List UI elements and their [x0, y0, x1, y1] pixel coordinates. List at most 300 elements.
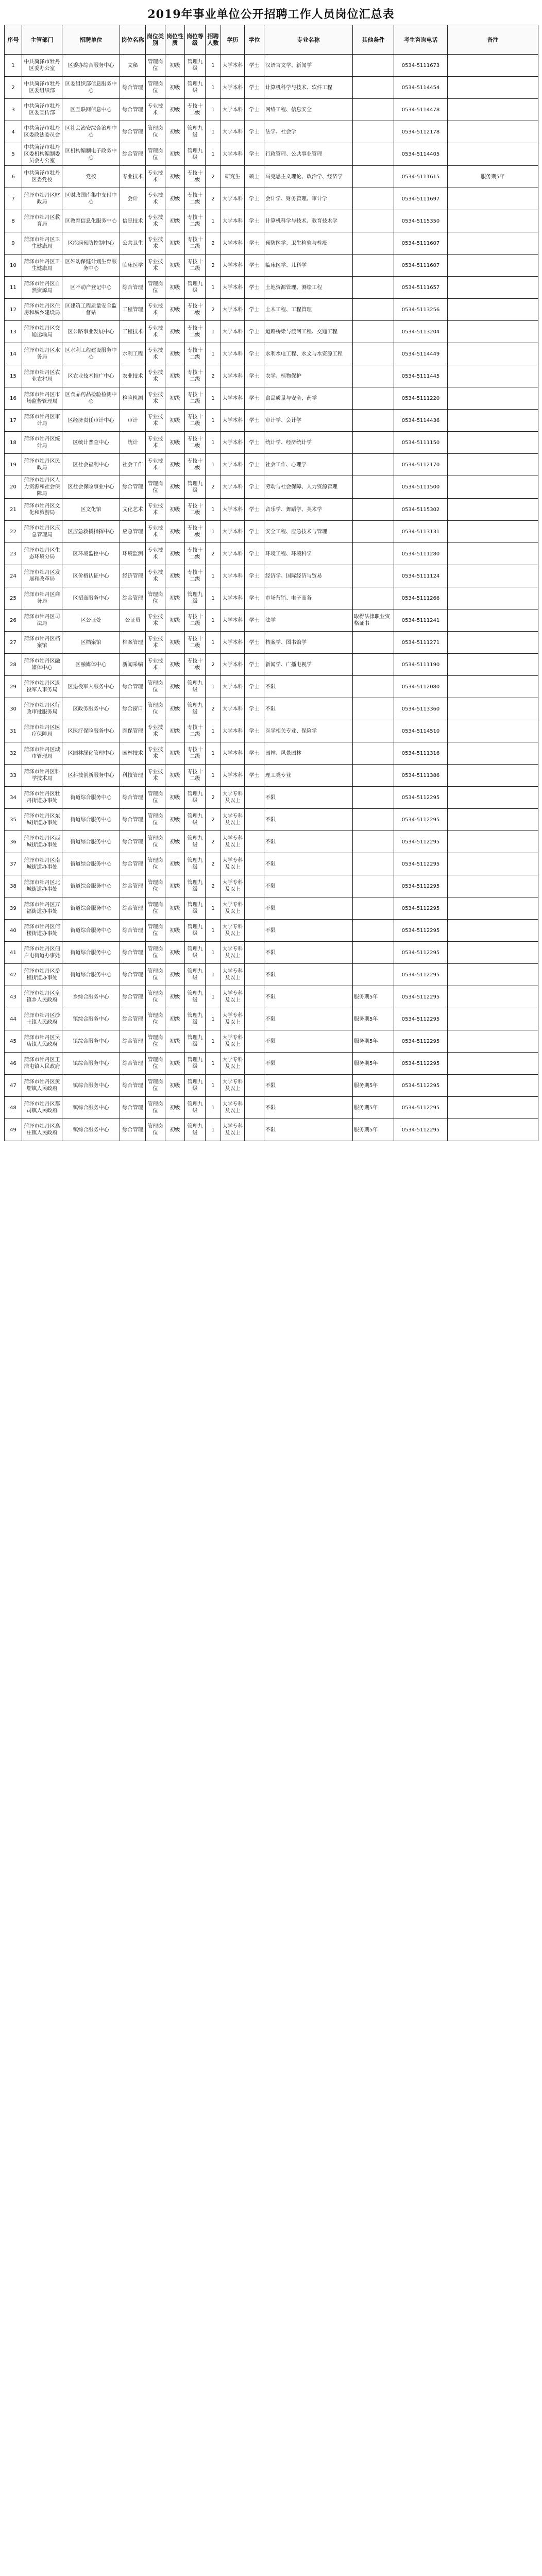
cell-phone: 0534-5112178 [394, 121, 448, 143]
cell-degree: 硕士 [245, 166, 264, 188]
cell-nature: 初级 [165, 742, 185, 765]
cell-other-conditions [353, 410, 394, 432]
table-row [5, 343, 538, 365]
cell-position: 综合管理 [120, 121, 146, 143]
cell-remarks [448, 875, 538, 897]
cell-index: 7 [5, 188, 22, 210]
cell-department: 菏泽市牡丹区佃户屯街道办事处 [22, 942, 62, 964]
cell-category: 管理岗位 [146, 1075, 165, 1097]
cell-unit: 区财政国库集中支付中心 [62, 188, 120, 210]
cell-phone: 0534-5112295 [394, 831, 448, 853]
cell-other-conditions [353, 321, 394, 343]
cell-major: 不限 [264, 1053, 353, 1075]
table-row [5, 255, 538, 277]
cell-degree: 学士 [245, 321, 264, 343]
cell-degree: 学士 [245, 188, 264, 210]
table-row [5, 654, 538, 676]
cell-nature: 初级 [165, 920, 185, 942]
cell-nature: 初级 [165, 343, 185, 365]
cell-department: 菏泽市牡丹区卫生健康局 [22, 255, 62, 277]
cell-education: 大学本科 [221, 676, 245, 698]
cell-department: 菏泽市牡丹区农业农村局 [22, 365, 62, 387]
cell-remarks [448, 609, 538, 632]
cell-phone: 0534-5112295 [394, 1119, 448, 1141]
cell-position: 文化艺术 [120, 499, 146, 521]
cell-nature: 初级 [165, 698, 185, 720]
cell-degree [245, 853, 264, 875]
cell-position: 新闻采编 [120, 654, 146, 676]
cell-education: 大学专科及以上 [221, 1119, 245, 1141]
cell-level: 管理九级 [185, 55, 206, 77]
cell-phone: 0534-5112080 [394, 676, 448, 698]
cell-level: 管理九级 [185, 698, 206, 720]
cell-degree: 学士 [245, 632, 264, 654]
cell-nature: 初级 [165, 897, 185, 920]
cell-count: 1 [206, 410, 221, 432]
cell-level: 专技十二级 [185, 188, 206, 210]
cell-category: 管理岗位 [146, 875, 165, 897]
cell-unit: 镇综合服务中心 [62, 1030, 120, 1053]
cell-phone: 0534-5111220 [394, 387, 448, 410]
cell-unit: 区不动产登记中心 [62, 277, 120, 299]
cell-nature: 初级 [165, 676, 185, 698]
cell-degree [245, 897, 264, 920]
cell-education: 大学专科及以上 [221, 1053, 245, 1075]
cell-other-conditions [353, 521, 394, 543]
cell-index: 35 [5, 809, 22, 831]
positions-table [4, 25, 538, 1141]
cell-level: 管理九级 [185, 897, 206, 920]
table-row [5, 720, 538, 742]
cell-phone: 0534-5111190 [394, 654, 448, 676]
cell-index: 30 [5, 698, 22, 720]
cell-position: 综合管理 [120, 77, 146, 99]
cell-level: 专技十二级 [185, 521, 206, 543]
cell-major: 不限 [264, 698, 353, 720]
cell-department: 菏泽市牡丹区市场监督管理局 [22, 387, 62, 410]
table-row [5, 121, 538, 143]
cell-education: 大学专科及以上 [221, 1008, 245, 1030]
cell-other-conditions [353, 742, 394, 765]
cell-level: 专技十二级 [185, 321, 206, 343]
cell-education: 大学本科 [221, 454, 245, 476]
cell-level: 管理九级 [185, 809, 206, 831]
cell-unit: 区统计普查中心 [62, 432, 120, 454]
cell-nature: 初级 [165, 255, 185, 277]
cell-position: 信息技术 [120, 210, 146, 232]
cell-phone: 0534-5114449 [394, 343, 448, 365]
cell-degree: 学士 [245, 476, 264, 499]
cell-education: 大学专科及以上 [221, 787, 245, 809]
cell-count: 1 [206, 609, 221, 632]
cell-major: 安全工程、应急技术与管理 [264, 521, 353, 543]
cell-index: 11 [5, 277, 22, 299]
cell-phone: 0534-5114405 [394, 143, 448, 166]
cell-position: 医保管理 [120, 720, 146, 742]
cell-unit: 区退役军人服务中心 [62, 676, 120, 698]
header-cell: 学历 [221, 25, 245, 55]
cell-remarks [448, 365, 538, 387]
header-cell: 岗位等级 [185, 25, 206, 55]
cell-department: 菏泽市牡丹区住房和城乡建设局 [22, 299, 62, 321]
cell-degree [245, 787, 264, 809]
cell-education: 大学专科及以上 [221, 1030, 245, 1053]
cell-position: 综合管理 [120, 587, 146, 609]
cell-education: 大学本科 [221, 543, 245, 565]
cell-category: 管理岗位 [146, 676, 165, 698]
cell-count: 1 [206, 765, 221, 787]
cell-education: 大学本科 [221, 476, 245, 499]
table-row [5, 986, 538, 1008]
cell-education: 大学专科及以上 [221, 986, 245, 1008]
cell-other-conditions [353, 432, 394, 454]
cell-count: 1 [206, 321, 221, 343]
cell-count: 1 [206, 521, 221, 543]
cell-index: 38 [5, 875, 22, 897]
cell-unit: 区融媒体中心 [62, 654, 120, 676]
cell-phone: 0534-5111607 [394, 255, 448, 277]
cell-degree: 学士 [245, 587, 264, 609]
cell-education: 大学本科 [221, 99, 245, 121]
cell-phone: 0534-5111615 [394, 166, 448, 188]
cell-remarks [448, 809, 538, 831]
cell-degree: 学士 [245, 277, 264, 299]
cell-major: 劳动与社会保障、人力资源管理 [264, 476, 353, 499]
cell-phone: 0534-5112295 [394, 1053, 448, 1075]
cell-major: 不限 [264, 875, 353, 897]
cell-degree [245, 1119, 264, 1141]
cell-level: 管理九级 [185, 920, 206, 942]
cell-remarks [448, 632, 538, 654]
cell-position: 公证员 [120, 609, 146, 632]
cell-education: 大学本科 [221, 720, 245, 742]
cell-unit: 区医疗保险服务中心 [62, 720, 120, 742]
header-cell: 岗位类别 [146, 25, 165, 55]
cell-category: 管理岗位 [146, 476, 165, 499]
cell-category: 专业技术 [146, 454, 165, 476]
cell-department: 菏泽市牡丹区审计局 [22, 410, 62, 432]
cell-major: 园林、风景园林 [264, 742, 353, 765]
cell-department: 中共菏泽市牡丹区委组织部 [22, 77, 62, 99]
table-row [5, 232, 538, 255]
cell-level: 管理九级 [185, 476, 206, 499]
cell-other-conditions [353, 277, 394, 299]
cell-phone: 0534-5112295 [394, 964, 448, 986]
cell-other-conditions [353, 787, 394, 809]
cell-count: 1 [206, 387, 221, 410]
cell-other-conditions [353, 897, 394, 920]
cell-index: 29 [5, 676, 22, 698]
table-row [5, 897, 538, 920]
cell-count: 1 [206, 720, 221, 742]
cell-level: 管理九级 [185, 77, 206, 99]
cell-unit: 街道综合服务中心 [62, 920, 120, 942]
table-row [5, 499, 538, 521]
cell-position: 经济管理 [120, 565, 146, 587]
cell-major: 汉语言文学、新闻学 [264, 55, 353, 77]
cell-degree: 学士 [245, 765, 264, 787]
table-row [5, 210, 538, 232]
header-cell: 招聘单位 [62, 25, 120, 55]
cell-other-conditions: 服务期5年 [353, 1097, 394, 1119]
cell-education: 大学本科 [221, 432, 245, 454]
cell-phone: 0534-5115350 [394, 210, 448, 232]
cell-nature: 初级 [165, 964, 185, 986]
cell-remarks [448, 499, 538, 521]
cell-remarks [448, 1053, 538, 1075]
cell-major: 临床医学、儿科学 [264, 255, 353, 277]
cell-level: 专技十二级 [185, 742, 206, 765]
cell-position: 科技管理 [120, 765, 146, 787]
cell-other-conditions [353, 942, 394, 964]
cell-count: 2 [206, 809, 221, 831]
cell-other-conditions: 服务期5年 [353, 1119, 394, 1141]
cell-index: 24 [5, 565, 22, 587]
cell-remarks [448, 765, 538, 787]
cell-other-conditions: 服务期5年 [353, 1075, 394, 1097]
cell-education: 大学本科 [221, 632, 245, 654]
cell-category: 管理岗位 [146, 897, 165, 920]
cell-major: 社会工作、心理学 [264, 454, 353, 476]
cell-nature: 初级 [165, 765, 185, 787]
cell-unit: 区委办综合服务中心 [62, 55, 120, 77]
cell-department: 菏泽市牡丹区南城街道办事处 [22, 853, 62, 875]
cell-index: 43 [5, 986, 22, 1008]
cell-education: 大学本科 [221, 742, 245, 765]
cell-degree: 学士 [245, 99, 264, 121]
cell-index: 48 [5, 1097, 22, 1119]
cell-nature: 初级 [165, 720, 185, 742]
cell-major: 网络工程、信息安全 [264, 99, 353, 121]
table-row [5, 765, 538, 787]
cell-phone: 0534-5114454 [394, 77, 448, 99]
cell-major: 统计学、经济统计学 [264, 432, 353, 454]
cell-major: 不限 [264, 1075, 353, 1097]
table-header-row [5, 25, 538, 55]
cell-other-conditions [353, 99, 394, 121]
cell-count: 1 [206, 676, 221, 698]
table-row [5, 565, 538, 587]
cell-remarks [448, 897, 538, 920]
cell-level: 管理九级 [185, 1097, 206, 1119]
cell-level: 专技十二级 [185, 255, 206, 277]
table-row [5, 432, 538, 454]
cell-major: 档案学、图书馆学 [264, 632, 353, 654]
cell-degree: 学士 [245, 742, 264, 765]
table-row [5, 831, 538, 853]
cell-department: 菏泽市牡丹区西城街道办事处 [22, 831, 62, 853]
cell-major: 会计学、财务管理、审计学 [264, 188, 353, 210]
table-row [5, 521, 538, 543]
cell-nature: 初级 [165, 454, 185, 476]
cell-department: 中共菏泽市牡丹区委宣传部 [22, 99, 62, 121]
cell-phone: 0534-5111445 [394, 365, 448, 387]
cell-nature: 初级 [165, 787, 185, 809]
cell-phone: 0534-5111150 [394, 432, 448, 454]
cell-remarks [448, 232, 538, 255]
cell-degree [245, 942, 264, 964]
cell-major: 土木工程、工程管理 [264, 299, 353, 321]
cell-phone: 0534-5111697 [394, 188, 448, 210]
cell-education: 大学本科 [221, 410, 245, 432]
cell-unit: 区科技创新服务中心 [62, 765, 120, 787]
cell-major: 土地资源管理、测绘工程 [264, 277, 353, 299]
cell-position: 综合管理 [120, 831, 146, 853]
cell-degree: 学士 [245, 499, 264, 521]
cell-other-conditions: 服务期5年 [353, 1053, 394, 1075]
cell-major: 不限 [264, 942, 353, 964]
cell-department: 菏泽市牡丹区文化和旅游局 [22, 499, 62, 521]
cell-category: 专业技术 [146, 255, 165, 277]
header-cell: 招聘人数 [206, 25, 221, 55]
cell-department: 菏泽市牡丹区何楼街道办事处 [22, 920, 62, 942]
cell-remarks [448, 1097, 538, 1119]
cell-nature: 初级 [165, 387, 185, 410]
cell-department: 中共菏泽市牡丹区委党校 [22, 166, 62, 188]
cell-level: 管理九级 [185, 831, 206, 853]
cell-unit: 街道综合服务中心 [62, 875, 120, 897]
cell-remarks [448, 853, 538, 875]
cell-index: 2 [5, 77, 22, 99]
cell-level: 专技十二级 [185, 543, 206, 565]
cell-level: 专技十二级 [185, 765, 206, 787]
cell-other-conditions [353, 476, 394, 499]
cell-remarks [448, 255, 538, 277]
cell-count: 1 [206, 77, 221, 99]
cell-major: 环境工程、环境科学 [264, 543, 353, 565]
cell-remarks [448, 299, 538, 321]
cell-degree [245, 964, 264, 986]
cell-phone: 0534-5114436 [394, 410, 448, 432]
cell-department: 菏泽市牡丹区皇镇乡人民政府 [22, 986, 62, 1008]
cell-phone: 0534-5111316 [394, 742, 448, 765]
cell-major: 不限 [264, 809, 353, 831]
cell-index: 5 [5, 143, 22, 166]
cell-index: 41 [5, 942, 22, 964]
cell-level: 专技十二级 [185, 99, 206, 121]
cell-position: 综合管理 [120, 1097, 146, 1119]
cell-count: 1 [206, 1053, 221, 1075]
table-row [5, 742, 538, 765]
cell-category: 管理岗位 [146, 277, 165, 299]
cell-department: 菏泽市牡丹区高庄镇人民政府 [22, 1119, 62, 1141]
cell-index: 22 [5, 521, 22, 543]
cell-other-conditions: 服务期5年 [353, 986, 394, 1008]
cell-degree: 学士 [245, 55, 264, 77]
cell-degree: 学士 [245, 521, 264, 543]
cell-level: 管理九级 [185, 1030, 206, 1053]
cell-remarks [448, 720, 538, 742]
cell-position: 统计 [120, 432, 146, 454]
cell-unit: 区机构编制电子政务中心 [62, 143, 120, 166]
cell-phone: 0534-5111266 [394, 587, 448, 609]
cell-department: 菏泽市牡丹区人力资源和社会保障局 [22, 476, 62, 499]
cell-level: 管理九级 [185, 1008, 206, 1030]
cell-education: 大学专科及以上 [221, 920, 245, 942]
cell-index: 20 [5, 476, 22, 499]
cell-education: 大学本科 [221, 55, 245, 77]
cell-major: 医学相关专业、保险学 [264, 720, 353, 742]
cell-nature: 初级 [165, 632, 185, 654]
cell-count: 1 [206, 1008, 221, 1030]
cell-department: 中共菏泽市牡丹区委机构编制委员会办公室 [22, 143, 62, 166]
cell-category: 专业技术 [146, 365, 165, 387]
cell-phone: 0534-5112295 [394, 809, 448, 831]
cell-major: 食品质量与安全、药学 [264, 387, 353, 410]
cell-index: 12 [5, 299, 22, 321]
cell-position: 综合管理 [120, 853, 146, 875]
cell-phone: 0534-5113256 [394, 299, 448, 321]
cell-category: 专业技术 [146, 565, 165, 587]
cell-remarks [448, 143, 538, 166]
cell-index: 39 [5, 897, 22, 920]
cell-level: 管理九级 [185, 875, 206, 897]
cell-unit: 区环境监控中心 [62, 543, 120, 565]
cell-phone: 0534-5111271 [394, 632, 448, 654]
cell-count: 1 [206, 432, 221, 454]
cell-count: 2 [206, 654, 221, 676]
cell-count: 1 [206, 986, 221, 1008]
cell-position: 社会工作 [120, 454, 146, 476]
table-row [5, 410, 538, 432]
cell-major: 不限 [264, 920, 353, 942]
cell-department: 菏泽市牡丹区水务局 [22, 343, 62, 365]
cell-other-conditions: 服务期5年 [353, 1030, 394, 1053]
cell-nature: 初级 [165, 587, 185, 609]
cell-count: 1 [206, 587, 221, 609]
cell-level: 专技十二级 [185, 565, 206, 587]
cell-other-conditions [353, 698, 394, 720]
table-row [5, 1097, 538, 1119]
cell-major: 音乐学、舞蹈学、美术学 [264, 499, 353, 521]
header-cell: 主管部门 [22, 25, 62, 55]
cell-index: 6 [5, 166, 22, 188]
cell-unit: 街道综合服务中心 [62, 897, 120, 920]
cell-remarks [448, 210, 538, 232]
cell-other-conditions [353, 565, 394, 587]
cell-other-conditions [353, 499, 394, 521]
cell-phone: 0534-5112295 [394, 986, 448, 1008]
cell-other-conditions [353, 77, 394, 99]
cell-remarks [448, 410, 538, 432]
table-row [5, 920, 538, 942]
cell-other-conditions [353, 853, 394, 875]
cell-category: 管理岗位 [146, 55, 165, 77]
cell-position: 综合管理 [120, 897, 146, 920]
cell-level: 专技十二级 [185, 609, 206, 632]
cell-unit: 镇综合服务中心 [62, 1053, 120, 1075]
cell-nature: 初级 [165, 499, 185, 521]
cell-degree: 学士 [245, 698, 264, 720]
cell-index: 16 [5, 387, 22, 410]
cell-education: 大学本科 [221, 321, 245, 343]
header-cell: 其他条件 [353, 25, 394, 55]
cell-education: 大学专科及以上 [221, 1075, 245, 1097]
cell-education: 大学本科 [221, 210, 245, 232]
cell-unit: 区教育信息化服务中心 [62, 210, 120, 232]
cell-level: 专技十二级 [185, 654, 206, 676]
cell-index: 10 [5, 255, 22, 277]
cell-major: 马克思主义理论、政治学、经济学 [264, 166, 353, 188]
cell-nature: 初级 [165, 1097, 185, 1119]
cell-index: 49 [5, 1119, 22, 1141]
cell-count: 2 [206, 875, 221, 897]
cell-degree: 学士 [245, 299, 264, 321]
cell-category: 专业技术 [146, 387, 165, 410]
cell-nature: 初级 [165, 1008, 185, 1030]
cell-department: 菏泽市牡丹区王浩屯镇人民政府 [22, 1053, 62, 1075]
cell-category: 专业技术 [146, 432, 165, 454]
